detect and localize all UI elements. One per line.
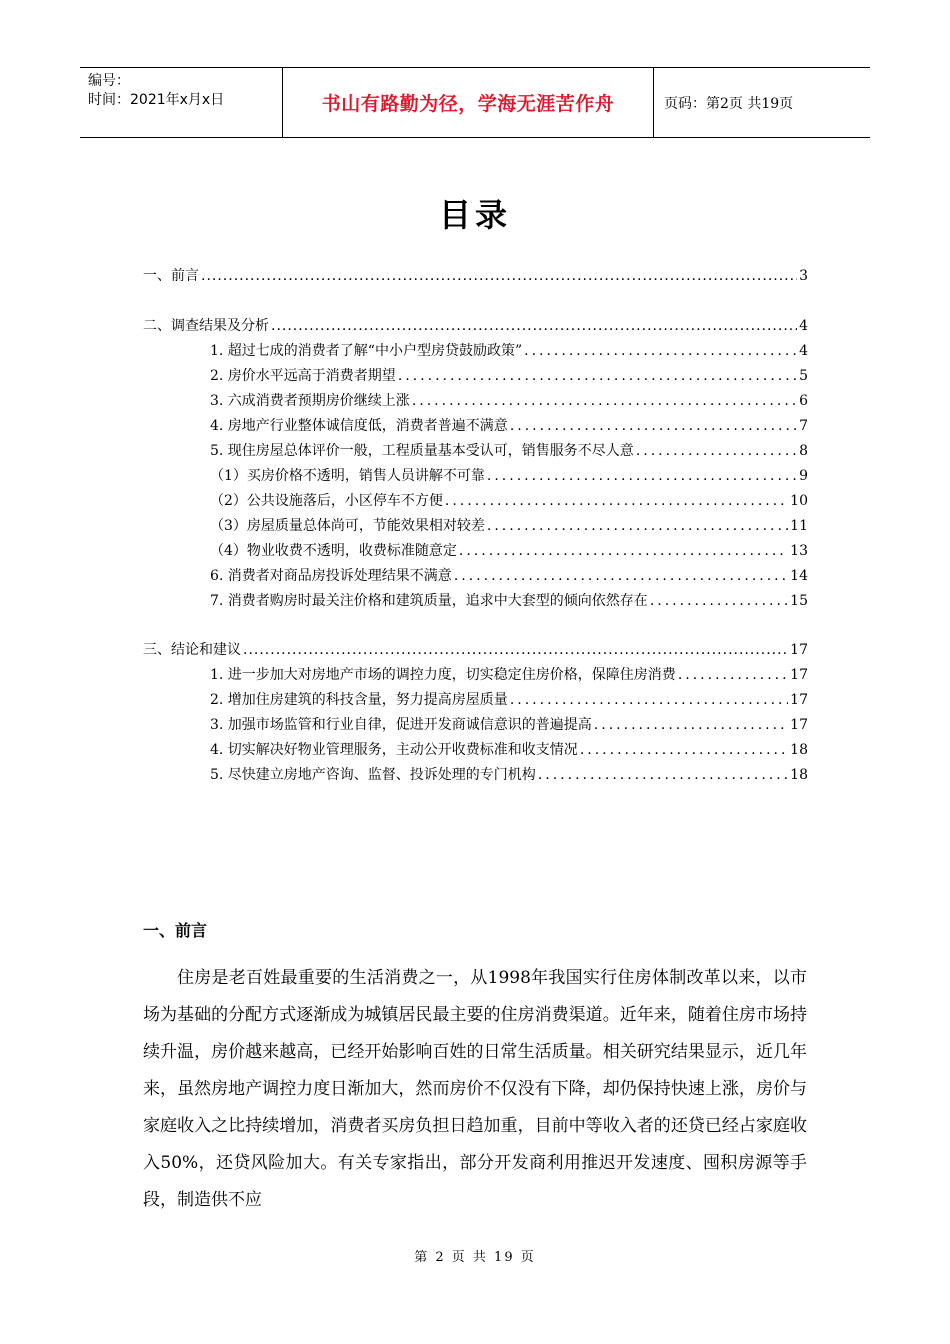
toc-entry-label: 2. 增加住房建筑的科技含量，努力提高房屋质量 [210,692,508,708]
toc-leader [650,593,788,609]
body-text [143,960,807,1219]
toc-leader [524,343,797,359]
toc-entry[interactable] [210,565,808,585]
toc-entry-page: 9 [799,468,808,484]
toc-entry-label: 7. 消费者购房时最关注价格和建筑质量，追求中大套型的倾向依然存在 [210,593,648,609]
toc-entry-label: 3. 加强市场监管和行业自律，促进开发商诚信意识的普遍提高 [210,717,592,733]
toc-leader [398,368,797,384]
toc-entry[interactable] [210,340,808,360]
toc-leader [510,692,788,708]
paragraph: 住房是老百姓最重要的生活消费之一，从1998年我国实行住房体制改革以来，以市场为基础的分配方式逐渐成为城镇居民最主要的住房消费渠道。近年来，随着住房市场持续升温，房价越来越高，已经开始影响百姓的日常生活质量。相关研究结果显示，近几年来，虽然房地产调控力度日渐加大，然而房价不仅没有下降，却仍保持快速上涨，房价与家庭收入之比持续增加，消费者买房负担日趋加重，目前中等收入者的还贷已经占家庭收入50%，还贷风险加大。有关专家指出，部分开发商利用推迟开发速度、囤积房源等手段，制造供不应 [143,968,807,1210]
toc-entry[interactable] [210,664,808,684]
toc-entry-label: 一、前言 [143,268,199,284]
toc-leader [445,493,788,509]
document-header [80,67,870,138]
page-footer: 第 2 页 共 19 页 [414,1250,536,1265]
toc-entry-page: 5 [799,368,808,384]
toc-leader [243,642,788,658]
toc-entry-page: 17 [790,692,808,708]
toc-entry-page: 11 [790,518,808,534]
toc-entry[interactable] [210,739,808,759]
toc-entry-page: 17 [790,642,808,658]
toc-entry-label: 6. 消费者对商品房投诉处理结果不满意 [210,568,452,584]
time-label: 时间：2021年x月x日 [88,92,225,108]
toc-leader [594,717,788,733]
toc-entry-label: 二、调查结果及分析 [143,318,269,334]
toc-leader [636,443,797,459]
toc-entry-page: 13 [790,543,808,559]
toc-leader [580,742,788,758]
toc-entry-label: 1. 超过七成的消费者了解“中小户型房贷鼓励政策” [210,343,523,359]
toc-entry-label: 3. 六成消费者预期房价继续上涨 [210,393,410,409]
toc-entry-label: 5. 尽快建立房地产咨询、监督、投诉处理的专门机构 [210,767,536,783]
toc-entry[interactable] [210,590,808,610]
toc-leader [412,393,797,409]
toc-entry[interactable] [210,515,808,535]
toc-entry-label: 4. 房地产行业整体诚信度低，消费者普遍不满意 [210,418,508,434]
toc-entry[interactable] [210,465,808,485]
toc-leader [454,568,788,584]
toc-entry-label: （1）买房价格不透明，销售人员讲解不可靠 [210,468,485,484]
toc-leader [271,318,797,334]
toc-entry-page: 7 [799,418,808,434]
toc-leader [201,268,797,284]
toc-entry[interactable] [210,689,808,709]
toc-entry-page: 4 [799,318,808,334]
toc-entry-label: 2. 房价水平远高于消费者期望 [210,368,396,384]
toc-entry-page: 15 [790,593,808,609]
toc-entry-page: 3 [799,268,808,284]
toc-entry[interactable] [143,265,808,285]
toc-entry[interactable] [210,540,808,560]
header-page-info: 页码：第2页 共19页 [664,95,794,112]
toc-entry-label: （4）物业收费不透明，收费标准随意定 [210,543,457,559]
toc-entry-label: 1. 进一步加大对房地产市场的调控力度，切实稳定住房价格，保障住房消费 [210,667,676,683]
toc-entry[interactable] [210,365,808,385]
toc-entry-label: 5. 现住房屋总体评价一般，工程质量基本受认可，销售服务不尽人意 [210,443,634,459]
toc-leader [510,418,797,434]
toc-leader [678,667,788,683]
toc-entry[interactable] [210,440,808,460]
toc-entry[interactable] [210,390,808,410]
toc-entry-label: （2）公共设施落后，小区停车不方便 [210,493,443,509]
toc-title: 目录 [438,196,511,234]
section-heading: 一、前言 [143,921,208,940]
toc-entry-page: 10 [790,493,808,509]
toc-entry[interactable] [210,415,808,435]
toc-entry[interactable] [143,315,808,335]
header-motto: 书山有路勤为径，学海无涯苦作舟 [282,68,654,137]
toc-entry-label: 三、结论和建议 [143,642,241,658]
toc-entry-page: 18 [790,767,808,783]
toc-entry-label: （3）房屋质量总体尚可，节能效果相对较差 [210,518,485,534]
header-meta [80,68,282,137]
toc-entry[interactable] [210,490,808,510]
toc-leader [459,543,788,559]
toc-entry[interactable] [210,764,808,784]
toc-entry-page: 8 [799,443,808,459]
toc-entry[interactable] [143,639,808,659]
toc-entry-page: 18 [790,742,808,758]
toc-leader [538,767,788,783]
toc-entry-page: 14 [790,568,808,584]
toc-leader [487,518,788,534]
number-label: 编号： [88,73,130,89]
toc-entry-page: 6 [799,393,808,409]
toc-entry-page: 4 [799,343,808,359]
toc-entry-page: 17 [790,717,808,733]
toc-entry-label: 4. 切实解决好物业管理服务，主动公开收费标准和收支情况 [210,742,578,758]
toc-entry-page: 17 [790,667,808,683]
toc-entry[interactable] [210,714,808,734]
toc-leader [487,468,797,484]
